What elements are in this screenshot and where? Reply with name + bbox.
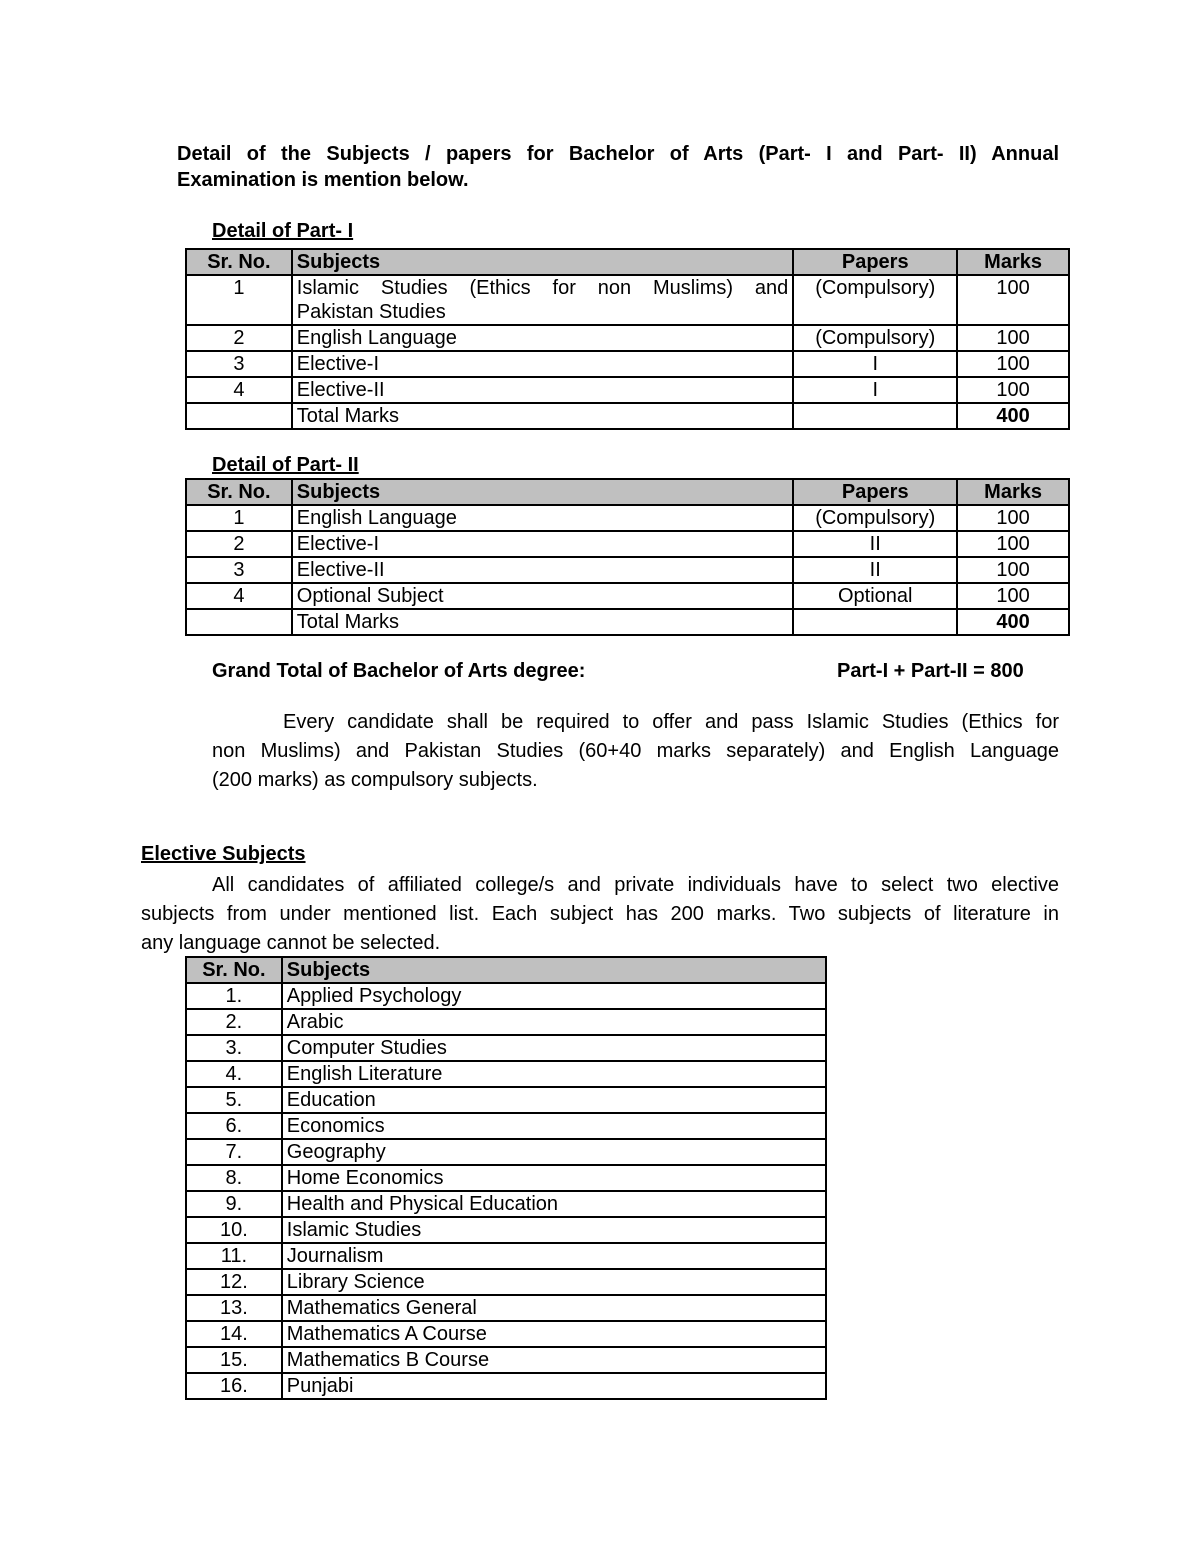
cell-paper: (Compulsory) [793, 275, 957, 325]
cell-sr: 4 [186, 583, 292, 609]
cell-sr: 9. [186, 1191, 282, 1217]
col-header-marks: Marks [957, 249, 1069, 275]
note-line-2: non Muslims) and Pakistan Studies (60+40 marks separately) and English Language [212, 740, 1059, 762]
cell-subject: Elective-I [292, 531, 794, 557]
cell-subject: Elective-II [292, 557, 794, 583]
table-row [186, 1347, 826, 1373]
col-header-subjects: Subjects [292, 249, 794, 275]
cell-subject: Mathematics General [282, 1295, 826, 1321]
cell-empty [186, 609, 292, 635]
cell-sr: 15. [186, 1347, 282, 1373]
cell-subject: Health and Physical Education [282, 1191, 826, 1217]
cell-subject: Elective-I [292, 351, 794, 377]
col-header-papers: Papers [793, 479, 957, 505]
cell-marks: 100 [957, 351, 1069, 377]
cell-subject: English Language [292, 325, 794, 351]
cell-sr: 2 [186, 325, 292, 351]
elective-table [185, 956, 827, 1400]
table-row [186, 1295, 826, 1321]
total-value: 400 [957, 403, 1069, 429]
col-header-marks: Marks [957, 479, 1069, 505]
table-row [186, 531, 1069, 557]
table-row [186, 1373, 826, 1399]
cell-sr: 11. [186, 1243, 282, 1269]
cell-sr: 3 [186, 557, 292, 583]
cell-subject: Education [282, 1087, 826, 1113]
table-row [186, 1113, 826, 1139]
cell-sr: 14. [186, 1321, 282, 1347]
table-row [186, 325, 1069, 351]
cell-sr: 4. [186, 1061, 282, 1087]
table-row [186, 1321, 826, 1347]
table-row [186, 983, 826, 1009]
cell-sr: 3. [186, 1035, 282, 1061]
intro-paragraph [177, 141, 1059, 193]
cell-empty [186, 403, 292, 429]
cell-marks: 100 [957, 325, 1069, 351]
cell-paper: (Compulsory) [793, 505, 957, 531]
elective-line-2: subjects from under mentioned list. Each subject has 200 marks. Two subjects of literature in [141, 903, 1059, 925]
table-row [186, 351, 1069, 377]
cell-empty [793, 403, 957, 429]
cell-subject: Mathematics B Course [282, 1347, 826, 1373]
col-header-sr: Sr. No. [186, 249, 292, 275]
part2-table [185, 478, 1070, 636]
cell-subject: Elective-II [292, 377, 794, 403]
note-line-3: (200 marks) as compulsory subjects. [212, 769, 538, 791]
table-row [186, 1217, 826, 1243]
table-row [186, 1035, 826, 1061]
cell-marks: 100 [957, 557, 1069, 583]
cell-marks: 100 [957, 531, 1069, 557]
table-row [186, 505, 1069, 531]
cell-paper: II [793, 531, 957, 557]
table-total-row [186, 609, 1069, 635]
cell-sr: 7. [186, 1139, 282, 1165]
cell-subject: Punjabi [282, 1373, 826, 1399]
cell-sr: 1 [186, 505, 292, 531]
cell-sr: 2 [186, 531, 292, 557]
cell-subject: Islamic Studies [282, 1217, 826, 1243]
grand-total [212, 659, 1038, 683]
cell-sr: 2. [186, 1009, 282, 1035]
note-line-1: Every candidate shall be required to offer and pass Islamic Studies (Ethics for [283, 711, 1059, 733]
grand-total-value: Part-I + Part-II = 800 [837, 660, 1024, 682]
cell-sr: 16. [186, 1373, 282, 1399]
table-header-row [186, 249, 1069, 275]
cell-subject: Home Economics [282, 1165, 826, 1191]
col-header-sr: Sr. No. [186, 479, 292, 505]
elective-heading: Elective Subjects [141, 843, 306, 865]
elective-paragraph [141, 871, 1059, 958]
compulsory-note [212, 708, 1059, 795]
cell-marks: 100 [957, 377, 1069, 403]
cell-paper: II [793, 557, 957, 583]
cell-sr: 5. [186, 1087, 282, 1113]
table-row [186, 275, 1069, 325]
cell-subject: English Language [292, 505, 794, 531]
elective-line-1: All candidates of affiliated college/s and private individuals have to select two elective [212, 874, 1059, 896]
part2-heading: Detail of Part- II [212, 454, 359, 476]
col-header-subjects: Subjects [282, 957, 826, 983]
cell-marks: 100 [957, 275, 1069, 325]
col-header-papers: Papers [793, 249, 957, 275]
cell-sr: 10. [186, 1217, 282, 1243]
cell-empty [793, 609, 957, 635]
part1-table [185, 248, 1070, 430]
table-row [186, 557, 1069, 583]
cell-sr: 1 [186, 275, 292, 325]
col-header-subjects: Subjects [292, 479, 794, 505]
table-row [186, 1061, 826, 1087]
cell-subject-line-1: Islamic Studies (Ethics for non Muslims) and [296, 277, 789, 299]
cell-paper: I [793, 351, 957, 377]
cell-subject: Applied Psychology [282, 983, 826, 1009]
table-row [186, 377, 1069, 403]
cell-subject: Geography [282, 1139, 826, 1165]
cell-marks: 100 [957, 505, 1069, 531]
cell-paper: I [793, 377, 957, 403]
table-row [186, 1009, 826, 1035]
intro-line-2: Examination is mention below. [177, 169, 469, 191]
cell-paper: Optional [793, 583, 957, 609]
part1-heading: Detail of Part- I [212, 220, 354, 242]
table-row [186, 1243, 826, 1269]
cell-subject: Library Science [282, 1269, 826, 1295]
cell-subject: Mathematics A Course [282, 1321, 826, 1347]
table-row [186, 1139, 826, 1165]
total-value: 400 [957, 609, 1069, 635]
cell-subject: Arabic [282, 1009, 826, 1035]
cell-paper: (Compulsory) [793, 325, 957, 351]
table-header-row [186, 479, 1069, 505]
cell-sr: 6. [186, 1113, 282, 1139]
cell-sr: 3 [186, 351, 292, 377]
cell-subject: Computer Studies [282, 1035, 826, 1061]
cell-subject-line-2: Pakistan Studies [296, 301, 446, 323]
cell-subject [292, 275, 794, 325]
cell-sr: 13. [186, 1295, 282, 1321]
total-label: Total Marks [292, 403, 794, 429]
cell-subject: Optional Subject [292, 583, 794, 609]
cell-subject: Economics [282, 1113, 826, 1139]
cell-subject: English Literature [282, 1061, 826, 1087]
cell-subject: Journalism [282, 1243, 826, 1269]
table-row [186, 583, 1069, 609]
elective-line-3: any language cannot be selected. [141, 932, 441, 954]
cell-sr: 8. [186, 1165, 282, 1191]
col-header-sr: Sr. No. [186, 957, 282, 983]
table-row [186, 1087, 826, 1113]
grand-total-label: Grand Total of Bachelor of Arts degree: [212, 660, 586, 682]
table-row [186, 1269, 826, 1295]
total-label: Total Marks [292, 609, 794, 635]
intro-line-1: Detail of the Subjects / papers for Bachelor of Arts (Part- I and Part- II) Annual [177, 143, 1059, 165]
cell-sr: 12. [186, 1269, 282, 1295]
cell-marks: 100 [957, 583, 1069, 609]
cell-sr: 1. [186, 983, 282, 1009]
table-row [186, 1165, 826, 1191]
table-header-row [186, 957, 826, 983]
table-total-row [186, 403, 1069, 429]
cell-sr: 4 [186, 377, 292, 403]
table-row [186, 1191, 826, 1217]
